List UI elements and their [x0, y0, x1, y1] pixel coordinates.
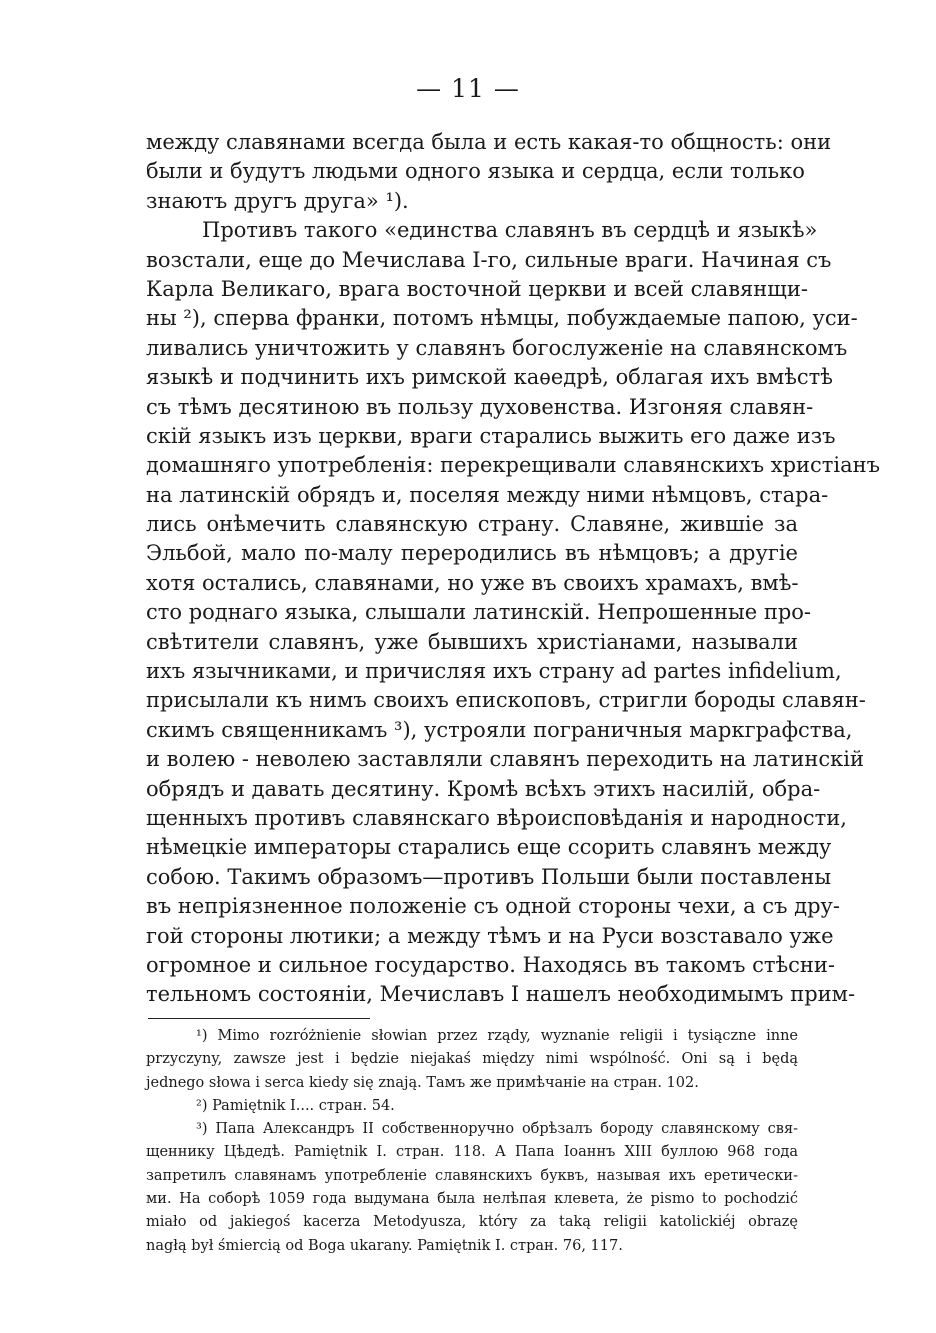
text-line: ихъ язычниками, и причисляя ихъ страну ad partes infidelium, [146, 659, 842, 684]
footnote-line: ³) Папа Александръ II собственноручно обрѣзалъ бороду славянскому свя- [196, 1121, 798, 1138]
footnote-line: ми. На соборѣ 1059 года выдумана была нелѣпая клевета, że pismo to pochodzić [146, 1191, 798, 1208]
footnote-line: щеннику Цѣдедѣ. Pamiętnik I. стран. 118. А Папа Іоаннъ XIII буллою 968 года [146, 1144, 798, 1161]
page-number: — 11 — [416, 74, 520, 103]
text-line: между славянами всегда была и есть какая-то общность: они [146, 130, 832, 154]
text-line: языкѣ и подчинить ихъ римской каѳедрѣ, облагая ихъ вмѣстѣ [146, 365, 833, 390]
text-line: Эльбой, мало по-малу переродились въ нѣмцовъ; а другіе [146, 541, 798, 566]
main-text [146, 128, 880, 1010]
text-line: на латинскій обрядъ и, поселяя между ними нѣмцовъ, стара- [146, 482, 829, 507]
text-line: ны ²), сперва франки, потомъ нѣмцы, побуждаемые папою, уси- [146, 306, 858, 331]
text-line: ливались уничтожить у славянъ богослуженіе на славянскомъ [146, 335, 848, 360]
footnote-rule [148, 1018, 370, 1019]
text-line: нѣмецкіе императоры старались еще ссорить славянъ между [146, 835, 832, 860]
text-line: возстали, еще до Мечислава I-го, сильные враги. Начиная съ [146, 247, 832, 272]
text-line: скимъ священникамъ ³), устрояли пограничныя маркграфства, [146, 717, 853, 742]
footnote-line: ¹) Mimo rozróżnienie słowian przez rządy, wyznanie religii i tysiączne inne [196, 1028, 798, 1044]
text-line: съ тѣмъ десятиною въ пользу духовенства. Изгоняя славян- [146, 394, 814, 419]
text-line: хотя остались, славянами, но уже въ своихъ храмахъ, вмѣ- [146, 570, 799, 595]
footnotes [146, 1025, 798, 1258]
text-line: свѣтители славянъ, уже бывшихъ христіанами, называли [146, 629, 798, 654]
text-line: гой стороны лютики; а между тѣмъ и на Руси возставало уже [146, 923, 834, 948]
text-line: знаютъ другъ друга» ¹). [146, 188, 409, 213]
text-line: огромное и сильное государство. Находясь въ такомъ стѣсни- [146, 952, 836, 977]
footnote-line: запретилъ славянамъ употребленіе славянскихъ буквъ, называя ихъ еретически- [146, 1167, 798, 1184]
footnote-line: przyczyny, zawsze jest i będzie niejakaś między nimi wspólność. Oni są i będą [146, 1051, 798, 1068]
footnote-line: miało od jakiegoś kacerza Metodyusza, który za taką religii katolickiéj obrazę [146, 1214, 798, 1231]
footnote-line: nagłą był śmiercią od Boga ukarany. Pamiętnik I. стран. 76, 117. [146, 1237, 623, 1254]
text-line: тельномъ состояніи, Мечиславъ I нашелъ необходимымъ прим- [146, 982, 856, 1007]
text-line: собою. Такимъ образомъ—противъ Польши были поставлены [146, 864, 832, 889]
footnote-line: jednego słowa i serca kiedy się znają. Тамъ же примѣчаніе на стран. 102. [146, 1074, 699, 1091]
text-line: щенныхъ противъ славянскаго вѣроисповѣданія и народности, [146, 805, 847, 830]
text-line: Противъ такого «единства славянъ въ сердцѣ и языкѣ» [202, 218, 818, 243]
text-line: сто роднаго языка, слышали латинскій. Непрошенные про- [146, 600, 812, 625]
text-line: Карла Великаго, врага восточной церкви и всей славянщи- [146, 276, 808, 301]
text-line: лись онѣмечить славянскую страну. Славяне, жившіе за [146, 512, 798, 537]
text-line: и волею - неволею заставляли славянъ переходить на латинскій [146, 747, 864, 772]
text-line: обрядъ и давать десятину. Кромѣ всѣхъ этихъ насилій, обра- [146, 776, 821, 801]
text-line: домашняго употребленія: перекрещивали славянскихъ христіанъ [146, 453, 880, 478]
text-line: въ непріязненное положеніе съ одной стороны чехи, а съ дру- [146, 894, 840, 919]
text-line: присылали къ нимъ своихъ епископовъ, стригли бороды славян- [146, 688, 866, 713]
text-line: скій языкъ изъ церкви, враги старались выжить его даже изъ [146, 423, 836, 448]
footnote-line: ²) Pamiętnik I.... стран. 54. [196, 1097, 395, 1114]
text-line: были и будутъ людьми одного языка и сердца, если только [146, 159, 805, 184]
